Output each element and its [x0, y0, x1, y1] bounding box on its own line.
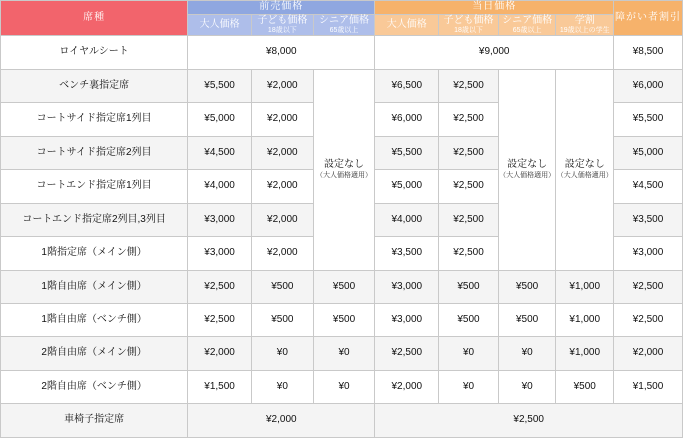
seat-type-cell: 2階自由席（ベンチ側）: [1, 370, 188, 403]
advance-child-cell: ¥2,000: [251, 203, 313, 236]
sameday-adult-cell: ¥3,500: [375, 237, 439, 270]
header-sameday-child-label: 子ども価格: [443, 14, 494, 26]
sameday-student-not-set-label: 設定なし: [564, 159, 605, 171]
table-row: [1, 370, 683, 403]
sameday-senior-cell: ¥500: [498, 270, 556, 303]
header-sameday-senior: [498, 14, 556, 36]
advance-adult-cell: ¥5,000: [188, 103, 252, 136]
sameday-adult-cell: ¥6,000: [375, 103, 439, 136]
sameday-senior-not-set-label: 設定なし: [507, 159, 548, 171]
sameday-child-cell: ¥2,500: [439, 203, 499, 236]
sameday-senior-not-set-note: （大人価格適用）: [499, 171, 556, 179]
seat-type-cell: 2階自由席（メイン側）: [1, 337, 188, 370]
header-advance-senior-note: 65歳以上: [329, 27, 359, 34]
disability-price-cell: ¥2,500: [614, 270, 683, 303]
table-row: [1, 36, 683, 69]
table-row: [1, 337, 683, 370]
sameday-student-cell: ¥1,000: [556, 270, 614, 303]
sameday-adult-cell: ¥6,500: [375, 69, 439, 102]
seat-type-cell: コートエンド指定席1列目: [1, 170, 188, 203]
sameday-adult-cell: ¥5,000: [375, 170, 439, 203]
advance-senior-not-set-cell: [313, 69, 375, 270]
advance-child-cell: ¥2,000: [251, 136, 313, 169]
sameday-adult-cell: ¥3,000: [375, 270, 439, 303]
advance-price-cell: ¥2,000: [188, 404, 375, 438]
sameday-student-cell: ¥1,000: [556, 337, 614, 370]
seat-type-cell: 車椅子指定席: [1, 404, 188, 438]
sameday-price-cell: ¥2,500: [375, 404, 683, 438]
advance-adult-cell: ¥2,500: [188, 304, 252, 337]
header-advance-child: [251, 14, 313, 36]
advance-child-cell: ¥500: [251, 270, 313, 303]
advance-child-cell: ¥0: [251, 370, 313, 403]
sameday-senior-cell: ¥0: [498, 337, 556, 370]
header-sameday-child: [439, 14, 499, 36]
sameday-child-cell: ¥2,500: [439, 170, 499, 203]
advance-adult-cell: ¥4,500: [188, 136, 252, 169]
sameday-child-cell: ¥2,500: [439, 136, 499, 169]
sameday-senior-not-set-cell: [498, 69, 556, 270]
header-advance-price: 前売価格: [188, 1, 375, 15]
disability-price-cell: ¥3,500: [614, 203, 683, 236]
header-seat-type: 席種: [1, 1, 188, 36]
advance-adult-cell: ¥2,000: [188, 337, 252, 370]
table-row: [1, 69, 683, 102]
table-row: [1, 404, 683, 438]
seat-type-cell: コートサイド指定席1列目: [1, 103, 188, 136]
advance-adult-cell: ¥1,500: [188, 370, 252, 403]
seat-type-cell: 1階自由席（ベンチ側）: [1, 304, 188, 337]
advance-child-cell: ¥2,000: [251, 103, 313, 136]
sameday-student-cell: ¥500: [556, 370, 614, 403]
advance-child-cell: ¥2,000: [251, 237, 313, 270]
advance-adult-cell: ¥5,500: [188, 69, 252, 102]
header-advance-adult: [188, 14, 252, 36]
disability-price-cell: ¥3,000: [614, 237, 683, 270]
header-advance-child-label: 子ども価格: [257, 14, 308, 26]
sameday-student-not-set-cell: [556, 69, 614, 270]
header-sameday-adult-label: 大人価格: [386, 18, 427, 30]
sameday-child-cell: ¥2,500: [439, 69, 499, 102]
sameday-adult-cell: ¥3,000: [375, 304, 439, 337]
disability-price-cell: ¥8,500: [614, 36, 683, 69]
sameday-adult-cell: ¥4,000: [375, 203, 439, 236]
advance-adult-cell: ¥3,000: [188, 237, 252, 270]
disability-price-cell: ¥4,500: [614, 170, 683, 203]
seat-type-cell: ロイヤルシート: [1, 36, 188, 69]
seat-type-cell: コートエンド指定席2列目,3列目: [1, 203, 188, 236]
sameday-senior-cell: ¥500: [498, 304, 556, 337]
disability-price-cell: ¥5,000: [614, 136, 683, 169]
header-disability-discount: 障がい者割引: [614, 1, 683, 36]
table-header-row-main: [1, 1, 683, 15]
disability-price-cell: ¥1,500: [614, 370, 683, 403]
sameday-adult-cell: ¥2,000: [375, 370, 439, 403]
seat-type-cell: 1階自由席（メイン側）: [1, 270, 188, 303]
advance-adult-cell: ¥4,000: [188, 170, 252, 203]
advance-senior-cell: ¥0: [313, 337, 375, 370]
header-sameday-adult: [375, 14, 439, 36]
disability-price-cell: ¥2,000: [614, 337, 683, 370]
header-advance-senior-label: シニア価格: [319, 14, 370, 26]
advance-senior-cell: ¥0: [313, 370, 375, 403]
advance-child-cell: ¥500: [251, 304, 313, 337]
header-sameday-child-note: 18歳以下: [454, 27, 483, 34]
sameday-child-cell: ¥0: [439, 337, 499, 370]
header-sameday-student: [556, 14, 614, 36]
sameday-child-cell: ¥500: [439, 270, 499, 303]
sameday-child-cell: ¥2,500: [439, 237, 499, 270]
advance-adult-cell: ¥3,000: [188, 203, 252, 236]
advance-adult-cell: ¥2,500: [188, 270, 252, 303]
seat-type-cell: ベンチ裏指定席: [1, 69, 188, 102]
advance-senior-not-set-note: （大人価格適用）: [316, 171, 373, 179]
sameday-child-cell: ¥500: [439, 304, 499, 337]
advance-child-cell: ¥2,000: [251, 69, 313, 102]
seat-type-cell: 1階指定席（メイン側）: [1, 237, 188, 270]
advance-child-cell: ¥0: [251, 337, 313, 370]
header-same-day-price: 当日価格: [375, 1, 614, 15]
sameday-student-not-set-note: （大人価格適用）: [556, 171, 613, 179]
sameday-child-cell: ¥0: [439, 370, 499, 403]
seat-type-cell: コートサイド指定席2列目: [1, 136, 188, 169]
advance-senior-cell: ¥500: [313, 304, 375, 337]
sameday-adult-cell: ¥2,500: [375, 337, 439, 370]
sameday-student-cell: ¥1,000: [556, 304, 614, 337]
header-sameday-senior-label: シニア価格: [502, 14, 553, 26]
header-sameday-student-label: 学割: [574, 14, 595, 26]
disability-price-cell: ¥6,000: [614, 69, 683, 102]
header-sameday-senior-note: 65歳以上: [512, 27, 542, 34]
table-row: [1, 304, 683, 337]
header-sameday-student-note: 19歳以上の学生: [559, 27, 610, 34]
advance-price-cell: ¥8,000: [188, 36, 375, 69]
sameday-price-cell: ¥9,000: [375, 36, 614, 69]
sameday-senior-cell: ¥0: [498, 370, 556, 403]
disability-price-cell: ¥5,500: [614, 103, 683, 136]
sameday-child-cell: ¥2,500: [439, 103, 499, 136]
advance-senior-cell: ¥500: [313, 270, 375, 303]
disability-price-cell: ¥2,500: [614, 304, 683, 337]
sameday-adult-cell: ¥5,500: [375, 136, 439, 169]
header-advance-senior: [313, 14, 375, 36]
advance-senior-not-set-label: 設定なし: [324, 159, 365, 171]
advance-child-cell: ¥2,000: [251, 170, 313, 203]
header-advance-adult-label: 大人価格: [199, 18, 240, 30]
header-advance-child-note: 18歳以下: [267, 27, 297, 34]
table-row: [1, 270, 683, 303]
